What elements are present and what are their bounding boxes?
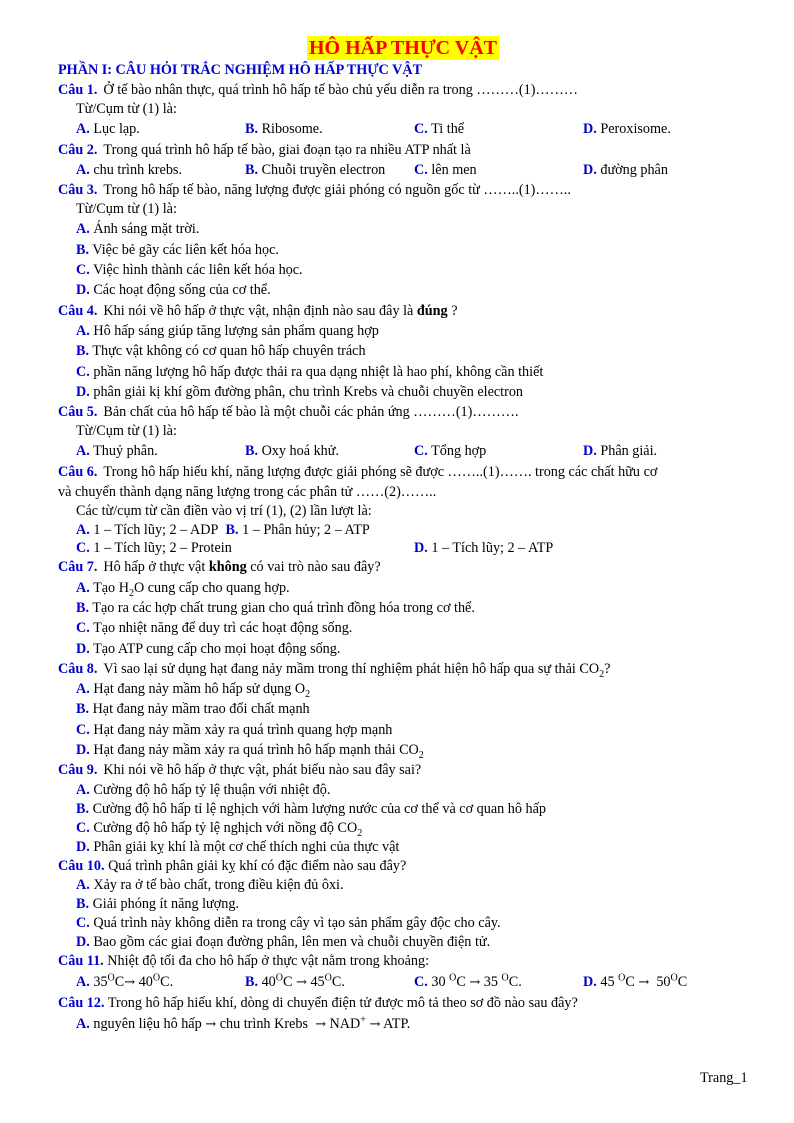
question-text: Bản chất của hô hấp tế bào là một chuỗi các phản ứng ………(1)………. (103, 404, 519, 421)
temp-unit: C (508, 973, 519, 990)
option-a[interactable] (76, 119, 245, 139)
flow-step: nguyên liệu hô hấp (93, 1015, 202, 1032)
option-d[interactable] (58, 382, 748, 402)
question-number: Câu 5. (58, 404, 98, 421)
option-c[interactable] (414, 119, 583, 139)
question-3 (58, 180, 748, 200)
option-label: B. (245, 443, 259, 460)
degree-sign: O (324, 971, 332, 983)
option-c[interactable] (58, 260, 748, 280)
option-text: lên men (431, 161, 477, 178)
option-a[interactable] (58, 578, 748, 598)
punctuation: . (518, 973, 522, 990)
option-c[interactable] (76, 539, 414, 557)
option-d[interactable] (58, 933, 748, 952)
temp-unit: C (456, 973, 466, 990)
subscript: 2 (305, 688, 311, 700)
subscript: 2 (357, 827, 363, 839)
answer-row (58, 971, 748, 994)
option-d[interactable] (583, 119, 671, 139)
option-text: đường phân (600, 161, 668, 178)
temp-start: 35 (93, 973, 108, 990)
flow-step: NAD (329, 1015, 361, 1032)
option-text: Cường độ hô hấp tỷ lệ nghịch với nồng độ CO (93, 819, 358, 836)
punctuation: . (341, 973, 345, 990)
question-text-part: Khi nói về hô hấp ở thực vật, nhận định nào sau đây là (103, 302, 417, 319)
title-wrap (58, 36, 748, 60)
option-text: Cường độ hô hấp tỉ lệ nghịch với hàm lượng nước của cơ thể và cơ quan hô hấp (92, 800, 546, 817)
flow-step: ATP. (383, 1015, 411, 1032)
option-text: Ánh sáng mặt trời. (93, 221, 200, 238)
option-label: D. (76, 742, 90, 759)
question-text: Trong hô hấp hiếu khí, năng lượng được giải phóng sẽ được ……..(1)……. trong các chất hữu cơ (103, 463, 658, 480)
option-text: Tạo ra các hợp chất trung gian cho quá trình đồng hóa trong cơ thể. (92, 599, 475, 616)
option-b[interactable] (58, 895, 748, 914)
option-c[interactable] (58, 362, 748, 382)
question-text: Quá trình phân giải kỵ khí có đặc điểm nào sau đây? (108, 857, 407, 874)
degree-sign: O (449, 971, 457, 983)
option-text: Việc bẻ gãy các liên kết hóa học. (92, 241, 279, 258)
option-label: B. (76, 800, 90, 817)
question-7 (58, 557, 748, 577)
option-d[interactable] (58, 838, 748, 857)
option-c[interactable] (58, 720, 748, 740)
option-a[interactable] (76, 971, 245, 994)
temp-end: 40 (138, 973, 153, 990)
option-label: B. (76, 701, 90, 718)
option-label: B. (245, 973, 259, 990)
option-text: Peroxisome. (600, 121, 671, 138)
option-text: 1 – Tích lũy; 2 – Protein (93, 540, 232, 557)
option-text: Tạo ATP cung cấp cho mọi hoạt động sống. (93, 640, 341, 657)
question-number: Câu 3. (58, 182, 98, 199)
arrow-right-icon: → (296, 974, 307, 990)
temp-unit: C (282, 973, 293, 990)
option-label: B. (76, 343, 90, 360)
section-heading: PHẦN I: CÂU HỎI TRẮC NGHIỆM HÔ HẤP THỰC VẬT (58, 62, 423, 78)
option-text: Thực vật không có cơ quan hô hấp chuyên trách (92, 343, 366, 360)
option-text: Hạt đang nảy mầm xảy ra quá trình hô hấp mạnh thải CO (93, 742, 419, 759)
question-text: Nhiệt độ tối đa cho hô hấp ở thực vật nằm trong khoảng: (107, 952, 430, 969)
option-text: Các hoạt động sống của cơ thể. (93, 282, 271, 299)
question-2 (58, 140, 748, 160)
question-prompt: Từ/Cụm từ (1) là: (76, 423, 177, 440)
subscript: 2 (418, 749, 424, 761)
option-label: A. (76, 876, 90, 893)
option-label: A. (76, 322, 90, 339)
temp-unit: C (331, 973, 342, 990)
punctuation: . (169, 973, 174, 990)
option-b[interactable] (58, 341, 748, 361)
option-label: D. (583, 443, 597, 460)
answer-row (58, 539, 748, 557)
option-a[interactable] (76, 521, 218, 539)
option-b[interactable] (58, 800, 748, 819)
question-text: Trong quá trình hô hấp tế bào, giai đoạn tạo ra nhiều ATP nhất là (103, 141, 471, 158)
degree-sign: O (107, 971, 115, 983)
temp-end: 50 (656, 973, 671, 990)
option-label: C. (414, 121, 428, 138)
option-c[interactable] (58, 618, 748, 638)
question-12 (58, 994, 748, 1013)
temp-start: 40 (261, 973, 276, 990)
document-title: HÔ HẤP THỰC VẬT (309, 37, 497, 59)
option-label: D. (76, 838, 90, 855)
option-label: D. (76, 383, 90, 400)
option-label: C. (76, 819, 90, 836)
option-text: Ribosome. (261, 121, 323, 138)
option-text: Hạt đang nảy mầm hô hấp sử dụng O (93, 681, 306, 698)
option-b[interactable] (245, 160, 414, 180)
document-page (58, 36, 748, 1036)
question-text-part: Vì sao lại sử dụng hạt đang nảy mầm trong thí nghiệm phát hiện hô hấp qua sự thải CO (103, 660, 600, 677)
temp-unit: C (625, 973, 635, 990)
option-d[interactable] (583, 160, 668, 180)
option-b[interactable] (245, 441, 414, 461)
option-label: C. (76, 914, 90, 931)
option-label: B. (76, 599, 90, 616)
option-text: Phân giải kỵ khí là một cơ chế thích nghi của thực vật (93, 838, 400, 855)
option-b[interactable] (58, 240, 748, 260)
question-11 (58, 952, 748, 971)
question-4 (58, 301, 748, 321)
subscript: 2 (128, 587, 134, 599)
option-label: D. (76, 282, 90, 299)
option-text: 1 – Tích lũy; 2 – ADP (93, 522, 219, 539)
option-label: C. (76, 540, 90, 557)
option-text: Lục lạp. (93, 121, 140, 138)
option-label: B. (245, 121, 259, 138)
question-text: Trong hô hấp tế bào, năng lượng được giải phóng có nguồn gốc từ ……..(1)…….. (103, 182, 571, 199)
option-text: Xảy ra ở tế bào chất, trong điều kiện đủ ôxi. (93, 876, 344, 893)
arrow-right-icon: → (369, 1016, 381, 1032)
option-d[interactable] (58, 280, 748, 300)
option-c[interactable] (414, 441, 583, 461)
option-a[interactable] (76, 160, 245, 180)
option-label: A. (76, 443, 90, 460)
option-d[interactable] (583, 971, 687, 994)
temp-unit: C (160, 973, 170, 990)
question-text (103, 559, 380, 575)
option-b[interactable] (226, 521, 370, 539)
option-label: A. (76, 121, 90, 138)
option-label: B. (76, 241, 90, 258)
option-b[interactable] (58, 598, 748, 618)
option-label: C. (414, 973, 428, 990)
superscript: + (360, 1013, 366, 1025)
option-label: A. (76, 161, 90, 178)
option-text: Hạt đang nảy mầm xảy ra quá trình quang hợp mạnh (93, 721, 393, 738)
option-label: D. (583, 973, 597, 990)
question-text: Khi nói về hô hấp ở thực vật, phát biểu nào sau đây sai? (103, 762, 422, 779)
option-text: Ti thể (431, 121, 465, 138)
question-text: Ở tế bào nhân thực, quá trình hô hấp tế bào chủ yếu diễn ra trong ………(1)……… (103, 82, 578, 98)
option-label: B. (245, 161, 259, 178)
option-b[interactable] (245, 971, 414, 994)
option-text: Thuỷ phân. (93, 443, 158, 460)
question-number: Câu 9. (58, 762, 98, 779)
option-c[interactable] (414, 971, 583, 994)
question-text (103, 303, 457, 319)
option-label: C. (76, 262, 90, 279)
temp-end: 45 (310, 973, 325, 990)
option-label: A. (76, 579, 90, 596)
option-text: 1 – Phân hủy; 2 – ATP (242, 522, 370, 539)
answer-row (58, 119, 748, 139)
option-label: C. (414, 161, 428, 178)
question-text-continued: và chuyển thành dạng năng lượng trong các phân tử ……(2)…….. (58, 484, 437, 501)
question-9 (58, 760, 748, 780)
option-text: phân giải kị khí gồm đường phân, chu trình Krebs và chuỗi chuyền electron (93, 383, 524, 400)
answer-row (58, 441, 748, 461)
question-prompt: Các từ/cụm từ cần điền vào vị trí (1), (2) lần lượt là: (76, 503, 372, 520)
arrow-right-icon: → (124, 974, 136, 990)
option-label: C. (414, 443, 428, 460)
question-10 (58, 857, 748, 876)
option-label: D. (583, 161, 597, 178)
option-label: D. (76, 640, 90, 657)
option-label: D. (414, 540, 428, 557)
option-a[interactable] (58, 781, 748, 800)
option-text: chu trình krebs. (93, 161, 182, 178)
temp-start: 30 (431, 973, 446, 990)
flow-step: chu trình Krebs (219, 1015, 308, 1032)
option-label: C. (76, 721, 90, 738)
question-text: Trong hô hấp hiếu khí, dòng di chuyển điện tử được mô tả theo sơ đồ nào sau đây? (107, 994, 578, 1011)
emphasis-word: đúng (416, 302, 448, 319)
question-text (103, 660, 611, 680)
question-6 (58, 462, 748, 482)
degree-sign: O (152, 971, 161, 983)
option-label: A. (76, 1015, 90, 1032)
option-label: A. (76, 522, 90, 539)
subscript: 2 (599, 668, 605, 680)
temp-start: 45 (600, 973, 615, 990)
arrow-right-icon: → (469, 974, 481, 990)
option-label: C. (76, 363, 90, 380)
option-label: D. (76, 933, 90, 950)
option-label: C. (76, 620, 90, 637)
question-number: Câu 1. (58, 82, 98, 98)
option-d[interactable] (58, 740, 748, 760)
option-label: D. (583, 121, 597, 138)
degree-sign: O (275, 971, 283, 983)
option-text: Tổng hợp (431, 443, 487, 460)
question-number: Câu 12. (58, 994, 105, 1011)
temp-unit: C (114, 973, 125, 990)
option-label: B. (76, 895, 90, 912)
question-number: Câu 4. (58, 302, 98, 319)
emphasis-word: không (208, 559, 247, 576)
option-text: Hô hấp sáng giúp tăng lượng sản phẩm quang hợp (93, 322, 379, 339)
answer-row (58, 160, 748, 180)
question-prompt: Từ/Cụm từ (1) là: (76, 101, 177, 118)
question-text-part: ? (447, 302, 458, 319)
question-number: Câu 8. (58, 660, 98, 677)
question-number: Câu 11. (58, 952, 104, 969)
option-b[interactable] (245, 119, 414, 139)
option-c[interactable] (414, 160, 583, 180)
option-text: O cung cấp cho quang hợp. (133, 579, 290, 596)
option-b[interactable] (58, 699, 748, 719)
option-text: Quá trình này không diễn ra trong cây vì tạo sản phẩm gây độc cho cây. (93, 914, 501, 931)
question-text-part: ? (604, 660, 611, 677)
option-text: Tạo H (93, 579, 129, 596)
question-1 (58, 80, 748, 100)
arrow-right-icon: → (638, 974, 650, 990)
question-number: Câu 6. (58, 463, 98, 480)
question-number: Câu 7. (58, 559, 98, 576)
option-text: Hạt đang nảy mầm trao đổi chất mạnh (92, 701, 310, 718)
degree-sign: O (618, 971, 626, 983)
option-a[interactable] (58, 876, 748, 895)
question-text-part: Hô hấp ở thực vật (103, 559, 209, 576)
question-5 (58, 402, 748, 422)
degree-sign: O (501, 971, 509, 983)
option-text: Việc hình thành các liên kết hóa học. (93, 262, 303, 279)
degree-sign: O (670, 971, 678, 983)
option-label: A. (76, 221, 90, 238)
option-label: A. (76, 681, 90, 698)
question-text-part: có vai trò nào sau đây? (246, 559, 381, 576)
option-text: Tạo nhiệt năng để duy trì các hoạt động sống. (93, 620, 353, 637)
option-label: A. (76, 781, 90, 798)
option-d[interactable] (583, 441, 657, 461)
option-text: Cường độ hô hấp tỷ lệ thuận với nhiệt độ. (93, 781, 331, 798)
option-a[interactable] (58, 219, 748, 239)
option-a[interactable] (58, 321, 748, 341)
option-c[interactable] (58, 914, 748, 933)
arrow-right-icon: → (315, 1016, 326, 1032)
option-text: Bao gồm các giai đoạn đường phân, lên men và chuỗi chuyền điện tử. (93, 933, 491, 950)
option-c[interactable] (58, 819, 748, 838)
arrow-right-icon: → (205, 1016, 217, 1032)
option-text: Phân giải. (600, 443, 658, 460)
option-d[interactable] (58, 639, 748, 659)
option-label: B. (225, 522, 239, 539)
option-label: A. (76, 973, 90, 990)
temp-end: 35 (483, 973, 498, 990)
option-text: phần năng lượng hô hấp được thải ra qua dạng nhiệt là hao phí, không cần thiết (93, 363, 544, 380)
question-8 (58, 659, 748, 679)
option-a[interactable] (58, 1013, 748, 1036)
option-d[interactable] (414, 539, 553, 557)
option-a[interactable] (58, 679, 748, 699)
question-prompt: Từ/Cụm từ (1) là: (76, 201, 177, 218)
page-number: Trang_1 (700, 1070, 748, 1086)
option-text: 1 – Tích lũy; 2 – ATP (431, 540, 554, 557)
question-number: Câu 10. (58, 857, 105, 874)
option-text: Giải phóng ít năng lượng. (92, 895, 239, 912)
option-text: Chuỗi truyền electron (261, 161, 386, 178)
answer-row (58, 521, 748, 539)
option-text: Oxy hoá khử. (261, 443, 339, 460)
question-number: Câu 2. (58, 141, 98, 158)
option-a[interactable] (76, 441, 245, 461)
temp-unit: C (677, 973, 688, 990)
